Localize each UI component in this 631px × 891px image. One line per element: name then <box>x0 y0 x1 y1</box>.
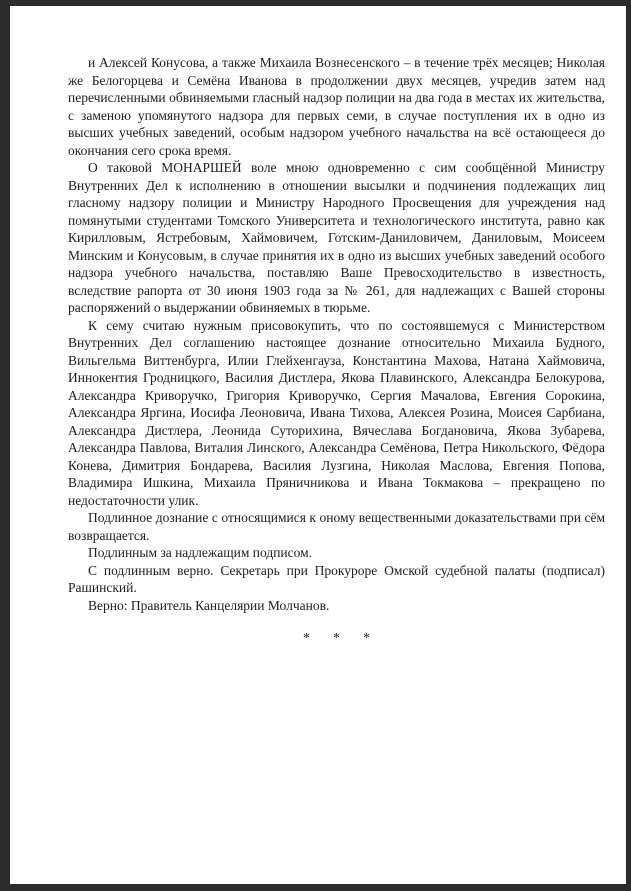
paragraph-chancellery-attestation: Верно: Правитель Канцелярии Молчанов. <box>88 597 330 613</box>
document-text <box>68 54 605 647</box>
paragraph-evidence-returned: Подлинное дознание с относящимися к оному вещественными доказательствами при сём возвращается. <box>68 510 605 543</box>
paragraph-case-dismissed: К сему считаю нужным присовокупить, что по состоявшемуся с Министерством Внутренних Дел соглашению настоящее дознание относительно Михаила Будного, Вильгельма Виттенбурга, Илии Глейхенгауза, Константина Махова, Натана Хаймовича, Иннокентия Гродницкого, Василия Дистлера, Якова Плавинского, Александра Белокурова, Александра Криворучко, Григория Криворучко, Сергия Мачалова, Евгения Сорокина, Александра Яргина, Иосифа Леоновича, Ивана Тихова, Алексея Розина, Моисея Сарбиана, Александра Дистлера, Леонида Суторихина, Вячеслава Богдановича, Якова Зубарева, Александра Павлова, Виталия Линского, Александра Семёнова, Петра Никольского, Фёдора Конева, Димитрия Бондарева, Василия Лузгина, Николая Маслова, Евгения Попова, Владимира Ишкина, Михаила Пряничникова и Ивана Токмакова – прекращено по недостаточности улик. <box>68 317 605 508</box>
paragraph-signature-note: Подлинным за надлежащим подписом. <box>88 545 313 560</box>
paragraph-monarch-will: О таковой МОНАРШЕЙ воле мною одновременно с сим сообщённой Министру Внутренних Дел к исполнению в отношении высылки и подчинения подлежащих лиц гласному надзору полиции и Министру Народного Просвещения для учреждения над помянутыми студентами Томского Университета и технологического института, равно как Кирилловым, Ястребовым, Хаймовичем, Готским-Даниловичем, Даниловым, Моисеем Минским и Конусовым, в случае принятия их в одно из высших учебных заведений особого надзора учебного начальства, поставляю Ваше Превосходительство в известность, вследствие рапорта от 30 июня 1903 года за № 261, для надлежащих с Вашей стороны распоряжений о выдержании обвиняемых в тюрьме. <box>68 160 605 315</box>
paragraph-secretary-attestation: С подлинным верно. Секретарь при Прокуроре Омской судебной палаты (подписал) Рашинский. <box>68 562 605 595</box>
asterisk-separator: * * * <box>303 630 370 645</box>
paragraph-continuation: и Алексей Конусова, а также Михаила Вознесенского – в течение трёх месяцев; Николая же Белогорцева и Семёна Иванова в продолжении двух месяцев, учредив затем над перечисленными обвиняемыми гласный надзор полиции на два года в местах их жительства, с заменою упомянутого надзора для первых семи, в случае поступления их в одно из высших учебных заведений, особым надзором учебного начальства на всё остающееся до окончания сего срока время. <box>68 55 605 158</box>
document-page <box>10 6 626 884</box>
